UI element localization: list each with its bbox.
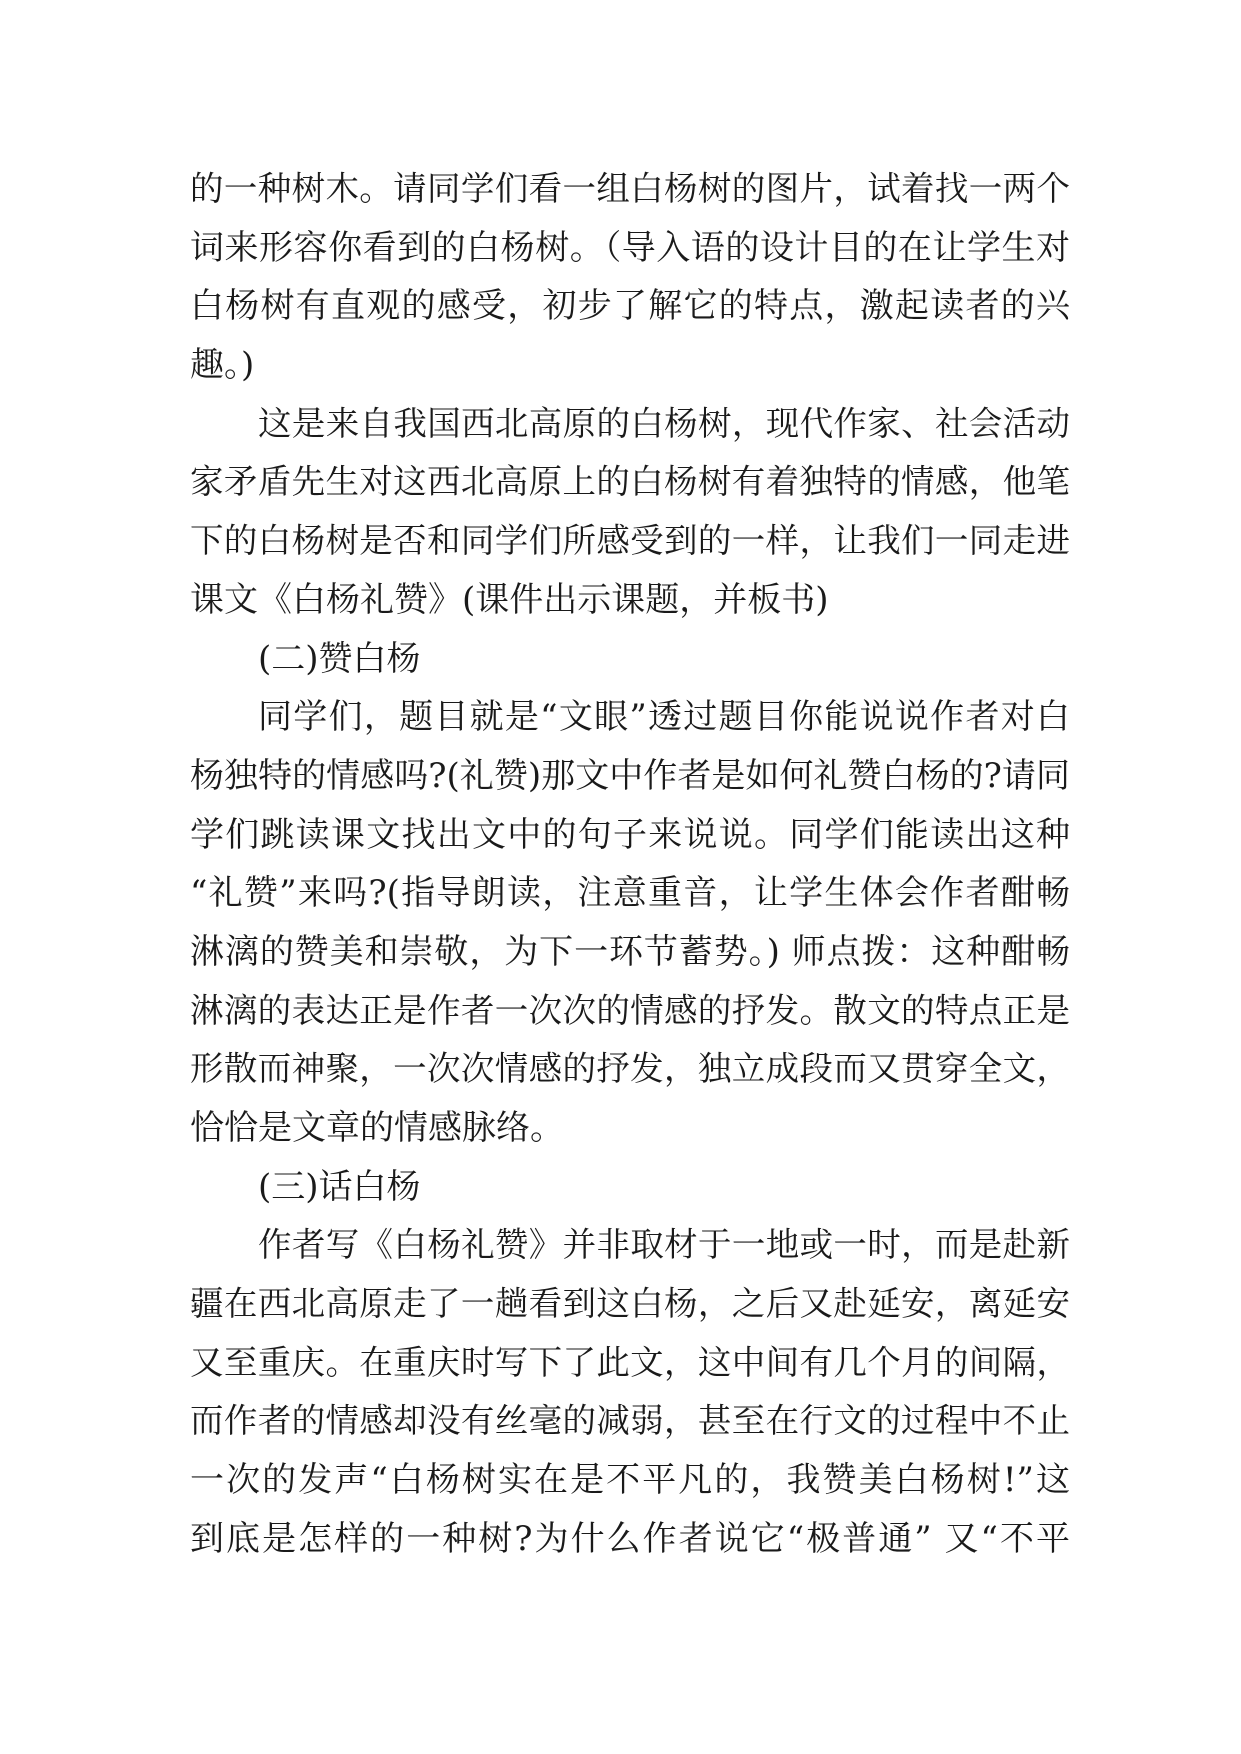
- text-line: 恰恰是文章的情感脉络。: [190, 1108, 564, 1148]
- text-line: 而作者的情感却没有丝毫的减弱，甚至在行文的过程中不止: [190, 1401, 1070, 1441]
- text-line: 杨独特的情感吗?(礼赞)那文中作者是如何礼赞白杨的?请同: [190, 755, 1070, 796]
- text-line: 到底是怎样的一种树?为什么作者说它“极普通” 又“不平: [190, 1518, 1070, 1559]
- text-line: 又至重庆。在重庆时写下了此文，这中间有几个月的间隔，: [190, 1342, 1070, 1382]
- text-line: 学们跳读课文找出文中的句子来说说。同学们能读出这种: [190, 814, 1070, 855]
- text-line: 课文《白杨礼赞》(课件出示课题，并板书): [190, 579, 829, 620]
- text-line: (三)话白杨: [258, 1166, 421, 1207]
- text-line: (二)赞白杨: [258, 638, 421, 679]
- text-line: 淋漓的表达正是作者一次次的情感的抒发。散文的特点正是: [190, 990, 1070, 1030]
- text-line: “礼赞”来吗?(指导朗读，注意重音，让学生体会作者酣畅: [190, 873, 1070, 914]
- text-line: 词来形容你看到的白杨树。（导入语的设计目的在让学生对: [190, 227, 1070, 268]
- text-line: 疆在西北高原走了一趟看到这白杨，之后又赴延安，离延安: [190, 1284, 1070, 1324]
- text-line: 白杨树有直观的感受，初步了解它的特点，激起读者的兴: [190, 286, 1070, 327]
- text-line: 一次的发声“白杨树实在是不平凡的，我赞美白杨树!”这: [190, 1460, 1070, 1501]
- text-line: 同学们，题目就是“文眼”透过题目你能说说作者对白: [258, 697, 1070, 738]
- text-line: 的一种树木。请同学们看一组白杨树的图片，试着找一两个: [190, 169, 1070, 208]
- text-line: 作者写《白杨礼赞》并非取材于一地或一时，而是赴新: [258, 1225, 1070, 1265]
- body-text: [190, 160, 1070, 1569]
- text-line: 趣。): [190, 345, 255, 386]
- text-line: 下的白杨树是否和同学们所感受到的一样，让我们一同走进: [190, 521, 1070, 561]
- text-line: 家矛盾先生对这西北高原上的白杨树有着独特的情感，他笔: [190, 462, 1070, 502]
- text-line: 形散而神聚，一次次情感的抒发，独立成段而又贯穿全文，: [190, 1049, 1070, 1089]
- text-line: 淋漓的赞美和崇敬，为下一环节蓄势。) 师点拨：这种酣畅: [190, 931, 1070, 972]
- text-line: 这是来自我国西北高原的白杨树，现代作家、社会活动: [258, 403, 1070, 443]
